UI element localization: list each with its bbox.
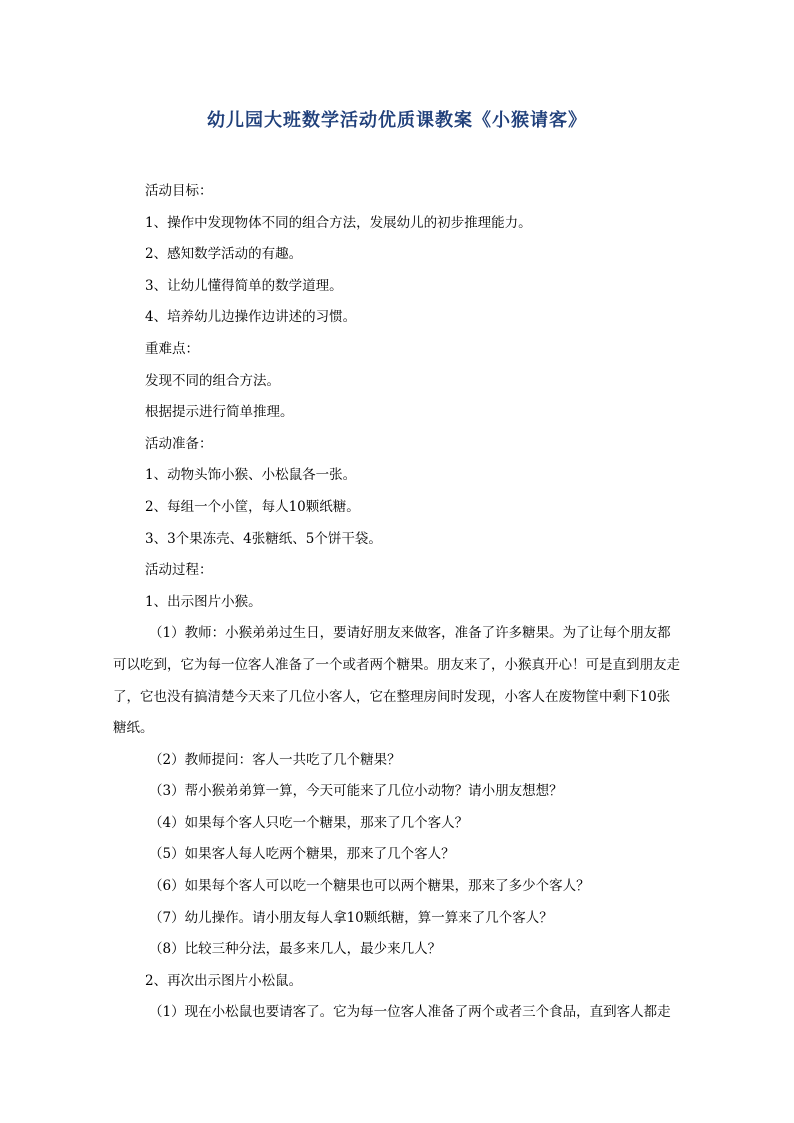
goal-item: 3、让幼儿懂得简单的数学道理。 bbox=[145, 277, 343, 294]
preparation-item: 2、每组一个小筐，每人10颗纸糖。 bbox=[145, 498, 360, 515]
goal-item: 2、感知数学活动的有趣。 bbox=[145, 246, 303, 263]
document-title: 幼儿园大班数学活动优质课教案《小猴请客》 bbox=[207, 110, 587, 131]
key-point-item: 根据提示进行简单推理。 bbox=[145, 404, 294, 421]
process-substep: （2）教师提问：客人一共吃了几个糖果？ bbox=[149, 751, 401, 768]
preparation-item: 3、3个果冻壳、4张糖纸、5个饼干袋。 bbox=[145, 530, 382, 547]
process-substep: （1）现在小松鼠也要请客了。它为每一位客人准备了两个或者三个食品，直到客人都走 bbox=[149, 1004, 671, 1021]
section-heading-key-points: 重难点： bbox=[145, 340, 199, 357]
process-step: 1、出示图片小猴。 bbox=[145, 593, 262, 610]
process-substep: （1）教师：小猴弟弟过生日，要请好朋友来做客，准备了许多糖果。为了让每个朋友都可以吃到，它为每一位客人准备了一个或者两个糖果。朋友来了，小猴真开心！可是直到朋友走了，它也没有搞清楚今天来了几位小客人，它在整理房间时发现，小客人在废物筐中剩下10张糖纸。 bbox=[113, 625, 680, 737]
key-point-item: 发现不同的组合方法。 bbox=[145, 372, 280, 389]
section-heading-goals: 活动目标： bbox=[145, 183, 213, 199]
process-substep: （4）如果每个客人只吃一个糖果，那来了几个客人？ bbox=[149, 814, 469, 831]
process-substep: （6）如果每个客人可以吃一个糖果也可以两个糖果，那来了多少个客人？ bbox=[149, 878, 590, 895]
section-heading-preparation: 活动准备： bbox=[145, 435, 213, 452]
document-body bbox=[113, 176, 683, 1029]
goal-item: 4、培养幼儿边操作边讲述的习惯。 bbox=[145, 309, 357, 326]
process-step: 2、再次出示图片小松鼠。 bbox=[145, 972, 303, 989]
process-substep: （8）比较三种分法，最多来几人，最少来几人？ bbox=[149, 941, 442, 958]
process-substep: （7）幼儿操作。请小朋友每人拿10颗纸糖，算一算来了几个客人？ bbox=[149, 909, 553, 926]
process-substep: （3）帮小猴弟弟算一算，今天可能来了几位小动物？请小朋友想想？ bbox=[149, 783, 563, 800]
goal-item: 1、操作中发现物体不同的组合方法，发展幼儿的初步推理能力。 bbox=[145, 214, 532, 231]
preparation-item: 1、动物头饰小猴、小松鼠各一张。 bbox=[145, 467, 357, 484]
process-substep: （5）如果客人每人吃两个糖果，那来了几个客人？ bbox=[149, 846, 455, 863]
section-heading-process: 活动过程： bbox=[145, 562, 213, 579]
